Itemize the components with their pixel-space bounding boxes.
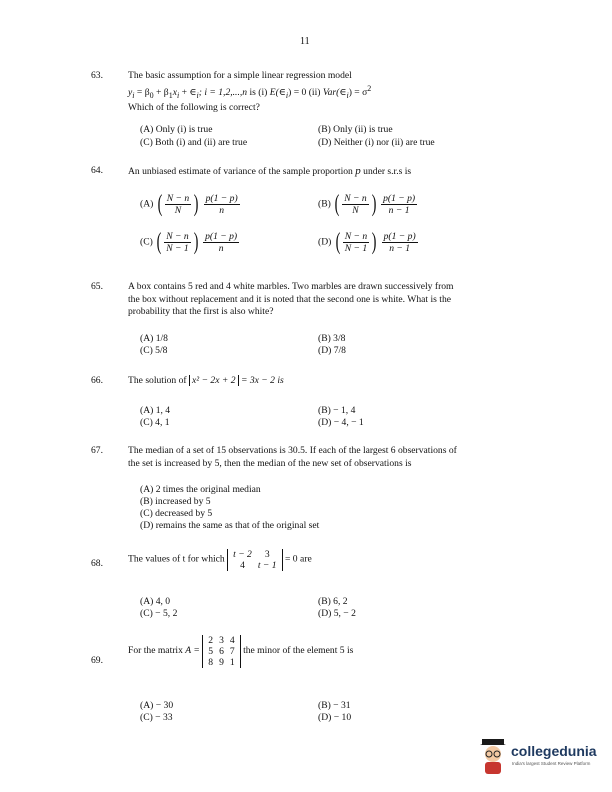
question-63 (128, 70, 528, 115)
question-text: The median of a set of 15 observations is 30.5. If each of the largest 6 observations of (128, 445, 457, 456)
option-d: (D) − 4, − 1 (318, 417, 364, 428)
brand-wordmark: collegedunia (511, 743, 597, 759)
question-text: Which of the following is correct? (128, 102, 260, 114)
question-text: the box without replacement and it is noted that the second one is white. What is the (128, 293, 452, 305)
option-c: (C) − 5, 2 (140, 608, 178, 619)
question-number: 66. (91, 375, 103, 386)
page-number: 11 (300, 36, 310, 47)
question-text: A box contains 5 red and 4 white marbles. Two marbles are drawn successively from (128, 281, 454, 292)
option-b: (B) ( $\frac{N - n}{N}$ ) $\frac{p(1 - p)}{n - 1}$ (318, 191, 416, 217)
option-b: (B) 3/8 (318, 333, 346, 344)
student-mascot-icon (478, 737, 510, 777)
option-b: (B) increased by 5 (140, 496, 211, 507)
option-a: (A) 1/8 (140, 333, 168, 344)
option-c: (C) 4, 1 (140, 417, 170, 428)
question-65 (128, 281, 528, 319)
option-b: (B) 6, 2 (318, 596, 348, 607)
question-number: 69. (91, 655, 103, 666)
option-b: (B) Only (ii) is true (318, 124, 393, 135)
option-d: (D) − 10 (318, 712, 352, 723)
option-d: (D) ( $\frac{N - n}{N - 1}$ ) $\frac{p(1 - p)}{n - 1}$ (318, 229, 416, 255)
question-number: 64. (91, 165, 103, 176)
matrix: 2 3 4 5 6 7 8 9 1 (202, 635, 240, 668)
brand-tagline: India's largest Student Review Platform (512, 761, 591, 766)
determinant: t − 2 3 4 t − 1 (227, 549, 282, 571)
option-c: (C) Both (i) and (ii) are true (140, 137, 248, 148)
question-number: 67. (91, 445, 103, 456)
option-c: (C) 5/8 (140, 345, 168, 356)
question-69: For the matrix A = 2 3 4 5 6 7 8 9 1 the minor of the element 5 is (128, 635, 354, 668)
question-text: probability that the first is also white? (128, 306, 274, 318)
option-d: (D) Neither (i) nor (ii) are true (318, 137, 435, 148)
option-d: (D) remains the same as that of the original set (140, 520, 320, 531)
option-c: (C) − 33 (140, 712, 173, 723)
option-d: (D) 5, − 2 (318, 608, 356, 619)
question-67 (128, 445, 528, 470)
question-number: 68. (91, 558, 103, 569)
question-formula: $y_i = \beta_0 + \beta_1x_i$ + $\in_i$; i = 1,2,...,n is (i) $E(\in_i) = 0$ (ii) $Var(\in_i) = \sigma^2$ (128, 83, 372, 100)
question-number: 63. (91, 70, 103, 81)
option-d: (D) 7/8 (318, 345, 346, 356)
option-a: (A) 2 times the original median (140, 484, 261, 495)
question-66: The solution of x² − 2x + 2 = 3x − 2 is (128, 375, 284, 386)
option-a: (A) Only (i) is true (140, 124, 213, 135)
option-a: (A) 1, 4 (140, 405, 171, 416)
question-number: 65. (91, 281, 103, 292)
question-text: the set is increased by 5, then the median of the new set of observations is (128, 457, 412, 469)
option-c: (C) ( $\frac{N - n}{N - 1}$ ) $\frac{p(1 - p)}{n}$ (140, 229, 238, 255)
option-c: (C) decreased by 5 (140, 508, 213, 519)
option-a: (A) − 30 (140, 700, 174, 711)
option-b: (B) − 1, 4 (318, 405, 356, 416)
option-a: (A) ( $\frac{N - n}{N}$ ) $\frac{p(1 - p)}{n}$ (140, 191, 238, 217)
question-68: The values of t for which t − 2 3 4 t − 1 = 0 are (128, 549, 312, 571)
question-64: An unbiased estimate of variance of the sample proportion p under s.r.s is (128, 165, 412, 177)
option-a: (A) 4, 0 (140, 596, 171, 607)
question-text: The basic assumption for a simple linear regression model (128, 70, 352, 81)
option-b: (B) − 31 (318, 700, 351, 711)
